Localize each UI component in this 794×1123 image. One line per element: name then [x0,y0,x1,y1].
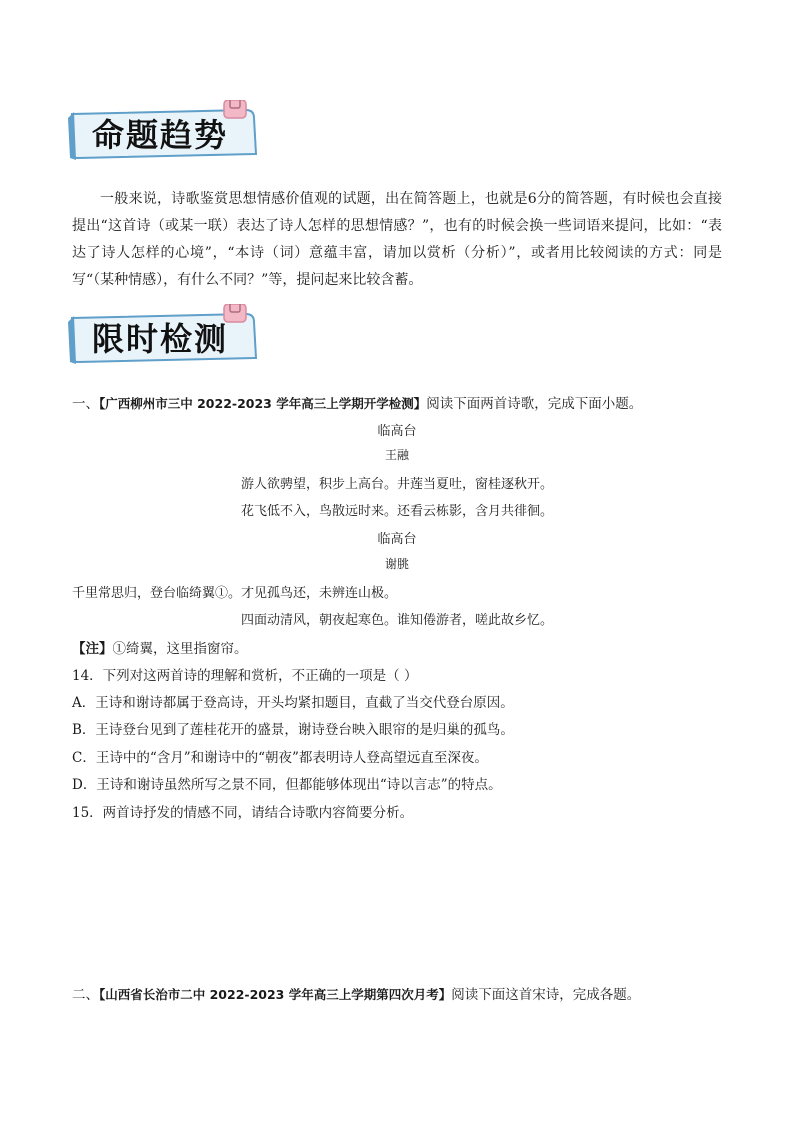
poem-2-author: 谢朓 [384,557,409,571]
option-b: B．王诗登台见到了莲桂花开的盛景，谢诗登台映入眼帘的是归巢的孤鸟。 [72,722,514,738]
question-source: 【广西柳州市三中 2022-2023 学年高三上学期开学检测】 [99,396,427,411]
note [72,637,248,657]
section-title: 限时检测 [92,320,229,358]
question-instruction: 阅读下面这首宋诗，完成各题。 [451,987,641,1003]
poem-1-line-1: 游人欲骋望，积步上高台。井莲当夏吐，窗桂逐秋开。 [240,477,553,492]
poem-2-line-1: 千里常思归，登台临绮翼①。才见孤鸟还，未辨连山极。 [72,586,398,601]
question-15: 15．两首诗抒发的情感不同，请结合诗歌内容简要分析。 [72,805,414,821]
poem-2-line-2: 四面动清风，朝夜起寒色。谁知倦游者，嗟此故乡忆。 [240,613,553,628]
question-2-header [72,983,640,1003]
option-a: A．王诗和谢诗都属于登高诗，开头均紧扣题目，直截了当交代登台原因。 [72,695,514,711]
intro-paragraph: 一般来说，诗歌鉴赏思想情感价值观的试题，出在简答题上，也就是6分的简答题，有时候也会直接提出“这首诗（或某一联）表达了诗人怎样的思想情感？”，也有的时候会换一些词语来提问，比如：“表达了诗人怎样的心境”，“本诗（词）意蕴丰富，请加以赏析（分析）”，或者用比较阅读的方式：同是写“（某种情感），有什么不同？”等，提问起来比较含蓄。 [72,191,722,288]
poem-1-line-2: 花飞低不入，鸟散远时来。还看云栋影，含月共徘徊。 [240,504,553,519]
poem-1-author: 王融 [384,448,409,462]
question-14: 14．下列对这两首诗的理解和赏析，不正确的一项是（ ） [72,668,418,684]
option-d: D．王诗和谢诗虽然所写之景不同，但都能够体现出“诗以言志”的特点。 [72,777,502,793]
question-instruction: 阅读下面两首诗歌，完成下面小题。 [426,396,643,412]
note-label: 【注】 [72,641,113,657]
section-title: 命题趋势 [92,116,229,154]
question-number: 二、 [72,987,99,1003]
section-banner-test [64,304,264,368]
option-c: C．王诗中的“含月”和谢诗中的“朝夜”都表明诗人登高望远直至深夜。 [72,750,488,766]
section-banner-trend [64,100,264,164]
question-1-header [72,392,642,412]
note-text: ①绮翼，这里指窗帘。 [112,641,248,657]
poem-2-title: 临高台 [377,532,417,547]
poem-1-title: 临高台 [377,424,417,439]
question-number: 一、 [72,396,99,412]
question-source: 【山西省长治市二中 2022-2023 学年高三上学期第四次月考】 [99,987,452,1002]
